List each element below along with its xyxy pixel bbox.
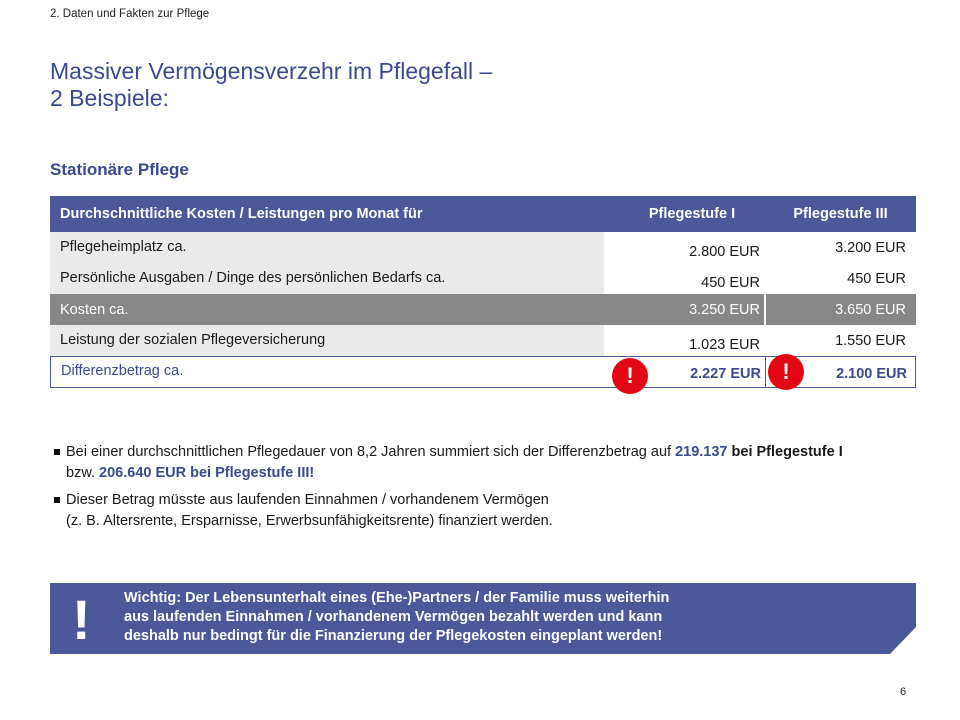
section-subtitle: Stationäre Pflege bbox=[50, 160, 189, 179]
header-pflegestufe-1: Pflegestufe I bbox=[648, 206, 736, 222]
row-label: Kosten ca. bbox=[60, 302, 129, 318]
alert-icon: ! bbox=[612, 358, 648, 394]
row-label: Differenzbetrag ca. bbox=[61, 363, 184, 379]
row-value-stufe-3: 3.200 EUR bbox=[835, 240, 906, 256]
table-row bbox=[50, 325, 916, 356]
banner-text: Wichtig: Der Lebensunterhalt eines (Ehe-)Partners / der Familie muss weiterhin aus laufenden Einnahmen / vorhandenem Vermögen bezahlt werden und kann deshalb nur bedingt für die Finanzierung der Pflegekosten eingeplant werden! bbox=[124, 590, 670, 644]
table-header-row bbox=[50, 196, 916, 232]
list-item: Bei einer durchschnittlichen Pflegedauer von 8,2 Jahren summiert sich der Differenzbetrag auf 219.137 bei Pflegestufe I bzw. 206.640 EUR bei Pflegestufe III! bbox=[50, 442, 850, 484]
table-row bbox=[50, 263, 916, 294]
row-value-stufe-1: 2.800 EUR bbox=[689, 244, 760, 260]
row-value-stufe-3: 3.650 EUR bbox=[835, 302, 906, 318]
row-value-stufe-1: 450 EUR bbox=[701, 275, 760, 291]
row-value-stufe-3: 2.100 EUR bbox=[836, 366, 907, 382]
page-title bbox=[50, 58, 492, 112]
row-value-stufe-3: 1.550 EUR bbox=[835, 333, 906, 349]
table-row bbox=[50, 232, 916, 263]
page-title-line1: Massiver Vermögensverzehr im Pflegefall – bbox=[50, 58, 493, 84]
breadcrumb: 2. Daten und Fakten zur Pflege bbox=[50, 8, 210, 20]
page-title-line2: 2 Beispiele: bbox=[50, 85, 169, 111]
bullet-list bbox=[50, 442, 850, 538]
header-description: Durchschnittliche Kosten / Leistungen pro Monat für bbox=[60, 206, 423, 222]
page-number: 6 bbox=[900, 686, 907, 698]
exclamation-icon: ! bbox=[72, 588, 91, 651]
row-value-stufe-1: 1.023 EUR bbox=[689, 337, 760, 353]
bullet-square-icon bbox=[54, 497, 60, 503]
bullet-square-icon bbox=[54, 449, 60, 455]
row-value-stufe-1: 3.250 EUR bbox=[689, 302, 760, 318]
row-label: Leistung der sozialen Pflegeversicherung bbox=[60, 332, 326, 348]
row-label: Persönliche Ausgaben / Dinge des persönlichen Bedarfs ca. bbox=[60, 270, 446, 286]
row-label: Pflegeheimplatz ca. bbox=[60, 239, 187, 255]
table-row-total-costs bbox=[50, 294, 916, 325]
list-item: Dieser Betrag müsste aus laufenden Einnahmen / vorhandenem Vermögen (z. B. Altersrente, Ersparnisse, Erwerbsunfähigkeitsrente) finanziert werden. bbox=[50, 490, 850, 532]
alert-icon: ! bbox=[768, 354, 804, 390]
header-pflegestufe-3: Pflegestufe III bbox=[793, 206, 888, 222]
row-value-stufe-1: 2.227 EUR bbox=[690, 366, 761, 382]
row-value-stufe-3: 450 EUR bbox=[847, 271, 906, 287]
